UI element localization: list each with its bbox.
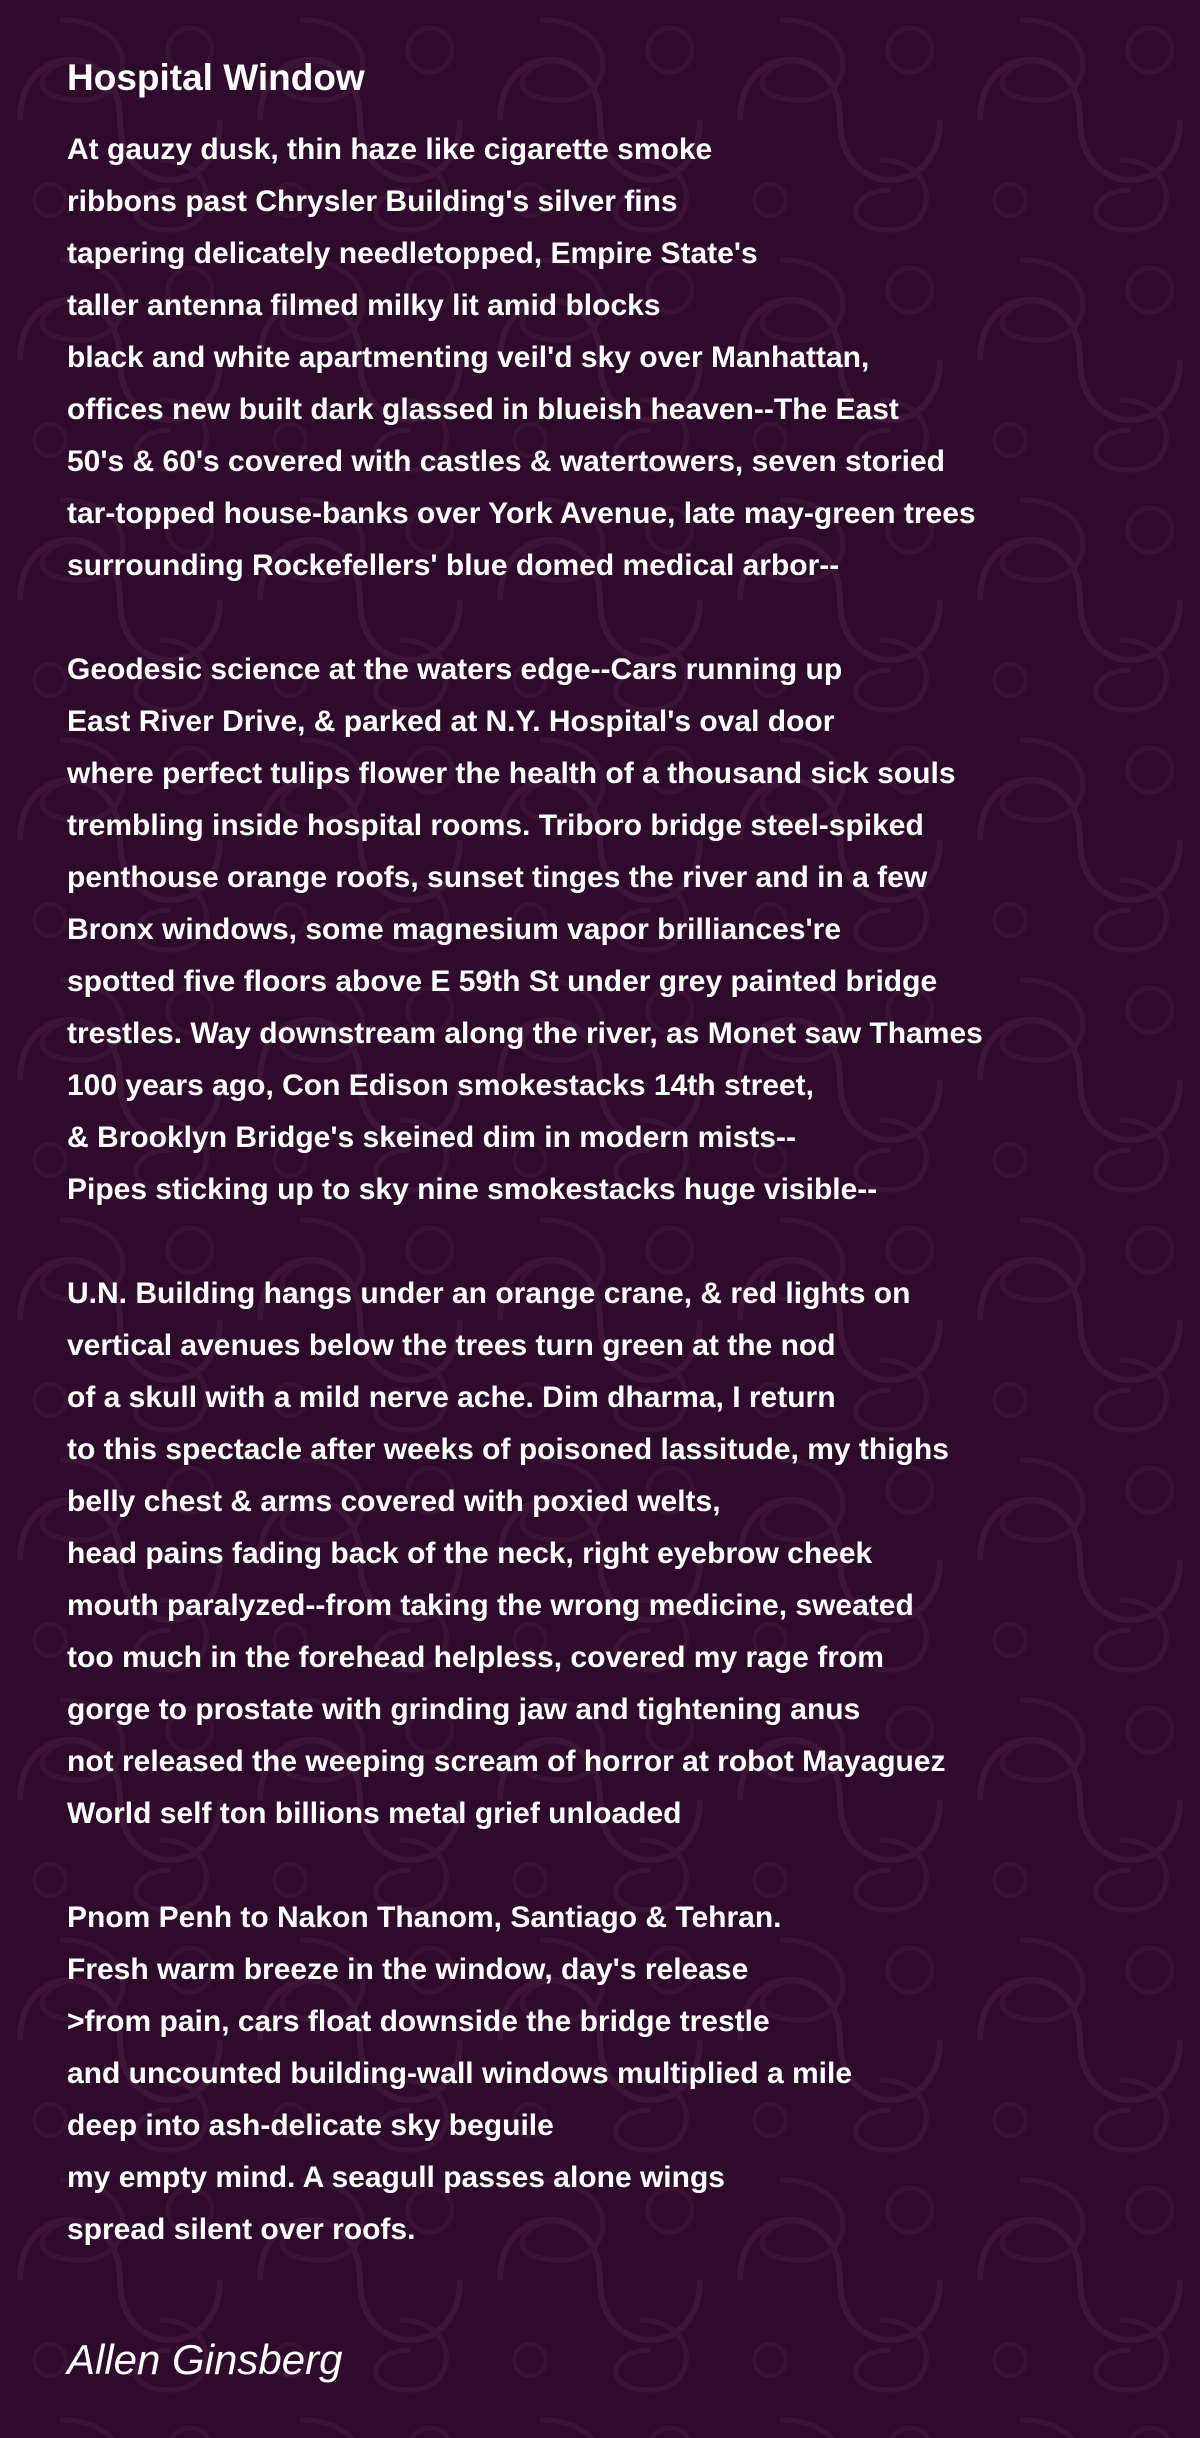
poem-line: surrounding Rockefellers' blue domed medical arbor-- [67,549,840,582]
poem-content [67,48,1167,2308]
stanza-4 [67,1892,1167,2256]
poem-line: tapering delicately needletopped, Empire State's [67,237,758,270]
stanza-1 [67,124,1167,592]
poem-line: penthouse orange roofs, sunset tinges the river and in a few [67,861,928,894]
poem-line: Fresh warm breeze in the window, day's release [67,1953,749,1986]
poem-line: too much in the forehead helpless, covered my rage from [67,1641,884,1674]
poem-line: U.N. Building hangs under an orange crane, & red lights on [67,1277,911,1310]
poem-line: 50's & 60's covered with castles & watertowers, seven storied [67,445,945,478]
poem-line: belly chest & arms covered with poxied welts, [67,1485,721,1518]
poem-line: gorge to prostate with grinding jaw and tightening anus [67,1693,861,1726]
poem-line: spotted five floors above E 59th St under grey painted bridge [67,965,938,998]
poem-line: >from pain, cars float downside the bridge trestle [67,2005,770,2038]
poem-line: spread silent over roofs. [67,2213,416,2246]
poem-line: mouth paralyzed--from taking the wrong medicine, sweated [67,1589,914,1622]
poem-line: trestles. Way downstream along the river, as Monet saw Thames [67,1017,983,1050]
poem-line: my empty mind. A seagull passes alone wings [67,2161,725,2194]
poem-author: Allen Ginsberg [67,2336,343,2383]
poem-line: Geodesic science at the waters edge--Cars running up [67,653,843,686]
poem-line: 100 years ago, Con Edison smokestacks 14th street, [67,1069,814,1102]
poem-line: East River Drive, & parked at N.Y. Hospital's oval door [67,705,835,738]
stanza-2 [67,644,1167,1216]
poem-line: to this spectacle after weeks of poisoned lassitude, my thighs [67,1433,949,1466]
poem-line: ribbons past Chrysler Building's silver fins [67,185,678,218]
poem-line: Pnom Penh to Nakon Thanom, Santiago & Tehran. [67,1901,782,1934]
poem-line: At gauzy dusk, thin haze like cigarette smoke [67,133,713,166]
poem-line: Pipes sticking up to sky nine smokestacks huge visible-- [67,1173,878,1206]
poem-line: not released the weeping scream of horror at robot Mayaguez [67,1745,946,1778]
poem-line: offices new built dark glassed in blueish heaven--The East [67,393,899,426]
poem-line: & Brooklyn Bridge's skeined dim in modern mists-- [67,1121,796,1154]
stanza-3 [67,1268,1167,1840]
poem-line: and uncounted building-wall windows multiplied a mile [67,2057,853,2090]
poem-title: Hospital Window [67,57,365,98]
poem-line: tar-topped house-banks over York Avenue, late may-green trees [67,497,976,530]
poem-line: deep into ash-delicate sky beguile [67,2109,554,2142]
poem-line: of a skull with a mild nerve ache. Dim dharma, I return [67,1381,836,1414]
poem-line: trembling inside hospital rooms. Triboro bridge steel-spiked [67,809,924,842]
poem-line: where perfect tulips flower the health of a thousand sick souls [67,757,956,790]
poem-line: World self ton billions metal grief unloaded [67,1797,682,1830]
poem-line: vertical avenues below the trees turn green at the nod [67,1329,836,1362]
poem-line: taller antenna filmed milky lit amid blocks [67,289,661,322]
poem-line: head pains fading back of the neck, right eyebrow cheek [67,1537,873,1570]
poem-line: Bronx windows, some magnesium vapor brilliances're [67,913,842,946]
poem-line: black and white apartmenting veil'd sky over Manhattan, [67,341,870,374]
